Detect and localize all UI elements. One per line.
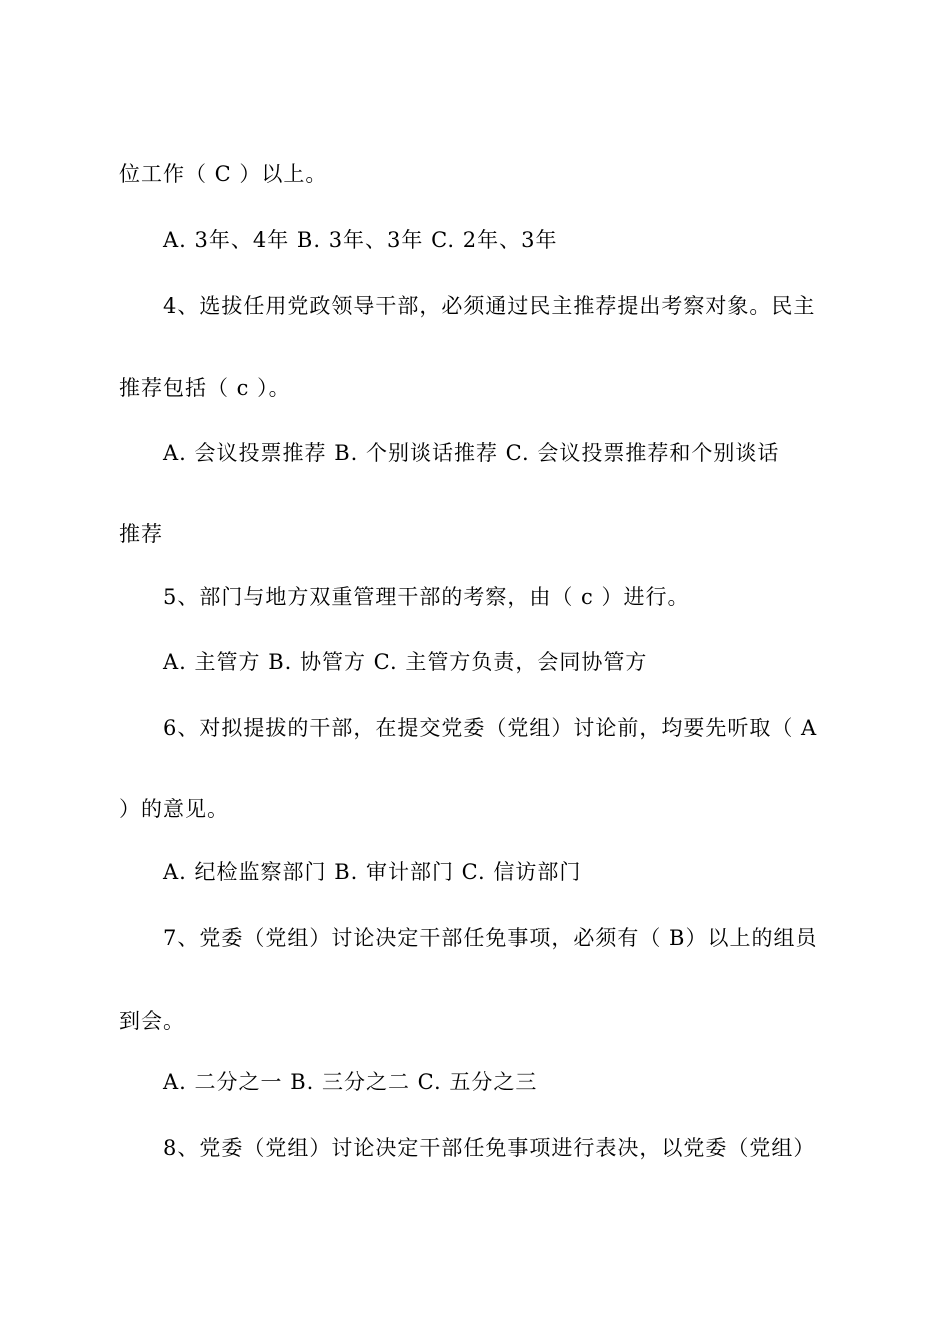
options-line: A. 二分之一 B. 三分之二 C. 五分之三 [163, 1070, 538, 1094]
text-line: 位工作（ C ）以上。 [119, 162, 328, 186]
question-6: 6、对拟提拔的干部，在提交党委（党组）讨论前，均要先听取（ A [163, 716, 818, 740]
options-line: A. 3年、4年 B. 3年、3年 C. 2年、3年 [163, 228, 558, 252]
text-line: 推荐包括（ c ）。 [119, 376, 291, 400]
question-5: 5、部门与地方双重管理干部的考察，由（ c ）进行。 [163, 585, 690, 609]
question-4: 4、选拔任用党政领导干部，必须通过民主推荐提出考察对象。民主 [163, 294, 816, 318]
options-line: A. 主管方 B. 协管方 C. 主管方负责，会同协管方 [163, 650, 648, 674]
options-line: A. 纪检监察部门 B. 审计部门 C. 信访部门 [163, 860, 582, 884]
text-line: 到会。 [119, 1009, 185, 1033]
question-8: 8、党委（党组）讨论决定干部任免事项进行表决，以党委（党组） [163, 1136, 816, 1160]
question-7: 7、党委（党组）讨论决定干部任免事项，必须有（ B）以上的组员 [163, 926, 818, 950]
options-line: A. 会议投票推荐 B. 个别谈话推荐 C. 会议投票推荐和个别谈话 [163, 441, 780, 465]
text-line: ）的意见。 [119, 797, 229, 821]
text-line: 推荐 [119, 522, 163, 546]
